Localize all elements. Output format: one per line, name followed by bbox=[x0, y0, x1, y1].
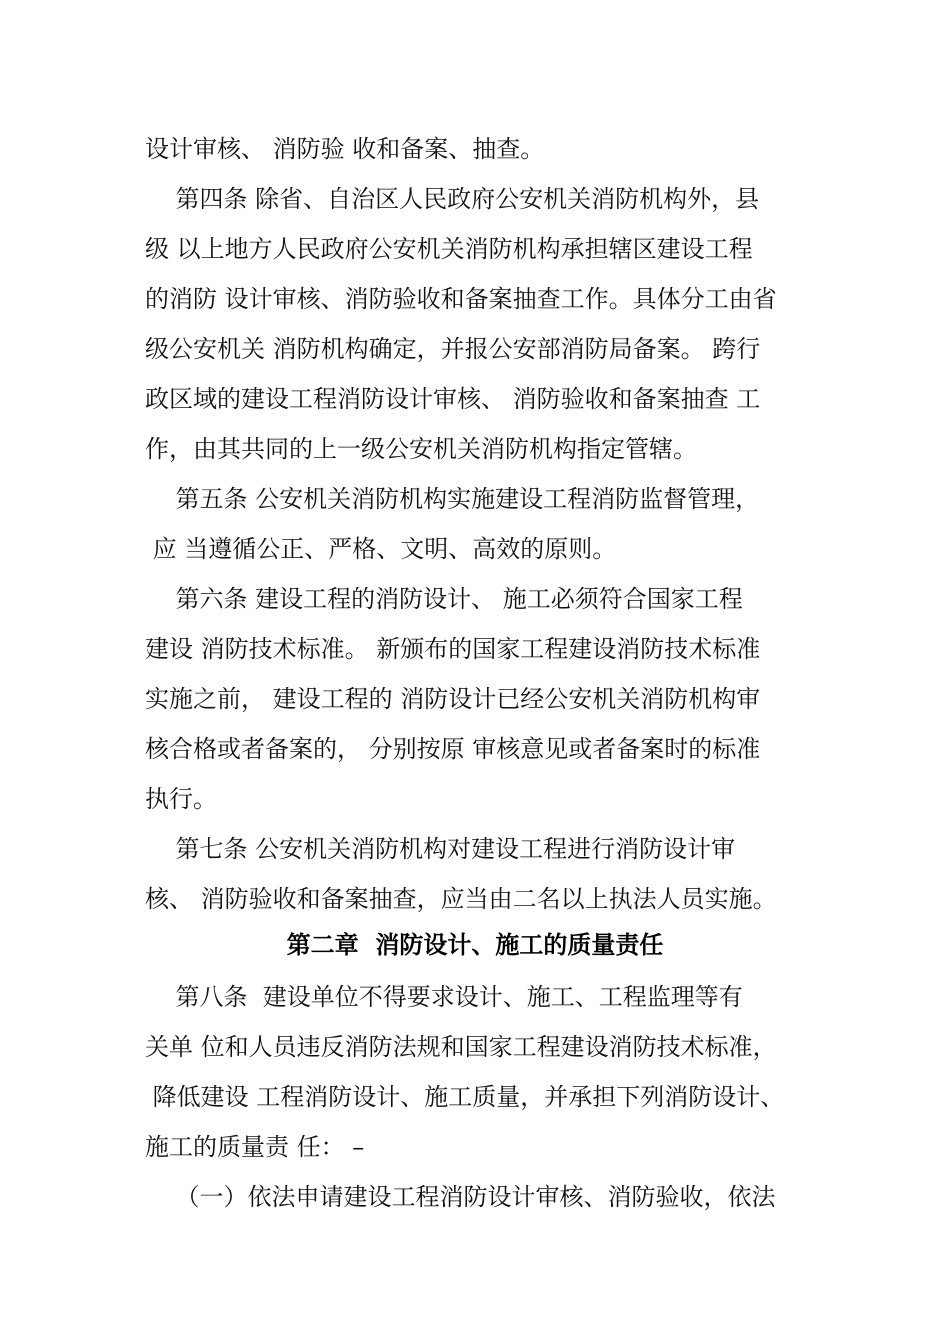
text-line: 级公安机关 消防机构确定，并报公安部消防局备案。 跨行 bbox=[145, 335, 761, 363]
text-line: 设计审核、 消防验 收和备案、抽查。 bbox=[145, 135, 545, 163]
text-line: 第七条 公安机关消防机构对建设工程进行消防设计审 bbox=[145, 835, 736, 863]
text-line: 级 以上地方人民政府公安机关消防机构承担辖区建设工程 bbox=[145, 235, 753, 263]
text-line: 的消防 设计审核、消防验收和备案抽查工作。具体分工由省 bbox=[145, 285, 777, 313]
text-line: 降低建设 工程消防设计、施工质量，并承担下列消防设计、 bbox=[145, 1083, 785, 1111]
chapter-heading: 第二章 消防设计、施工的质量责任 bbox=[286, 931, 664, 959]
text-line: 核合格或者备案的， 分别按原 审核意见或者备案时的标准 bbox=[145, 735, 761, 763]
text-line: 应 当遵循公正、严格、文明、高效的原则。 bbox=[145, 535, 617, 563]
text-line: 核、 消防验收和备案抽查，应当由二名以上执法人员实施。 bbox=[145, 885, 777, 913]
text-line: 第六条 建设工程的消防设计、 施工必须符合国家工程 bbox=[145, 585, 743, 613]
text-line: 第五条 公安机关消防机构实施建设工程消防监督管理， bbox=[145, 485, 760, 513]
text-line: 作，由其共同的上一级公安机关消防机构指定管辖。 bbox=[145, 435, 697, 463]
text-line: 施工的质量责 任： – bbox=[145, 1133, 365, 1161]
text-line: 执行。 bbox=[145, 785, 217, 813]
text-line: （一）依法申请建设工程消防设计审核、消防验收，依法 bbox=[145, 1183, 776, 1211]
text-line: 建设 消防技术标准。 新颁布的国家工程建设消防技术标准 bbox=[145, 635, 761, 663]
text-line: 第八条 建设单位不得要求设计、施工、工程监理等有 bbox=[145, 983, 743, 1011]
text-line: 实施之前， 建设工程的 消防设计已经公安机关消防机构审 bbox=[145, 685, 761, 713]
text-line: 关单 位和人员违反消防法规和国家工程建设消防技术标准， bbox=[145, 1033, 777, 1061]
text-line: 政区域的建设工程消防设计审核、 消防验收和备案抽查 工 bbox=[145, 385, 761, 413]
text-line: 第四条 除省、自治区人民政府公安机关消防机构外，县 bbox=[145, 185, 760, 213]
